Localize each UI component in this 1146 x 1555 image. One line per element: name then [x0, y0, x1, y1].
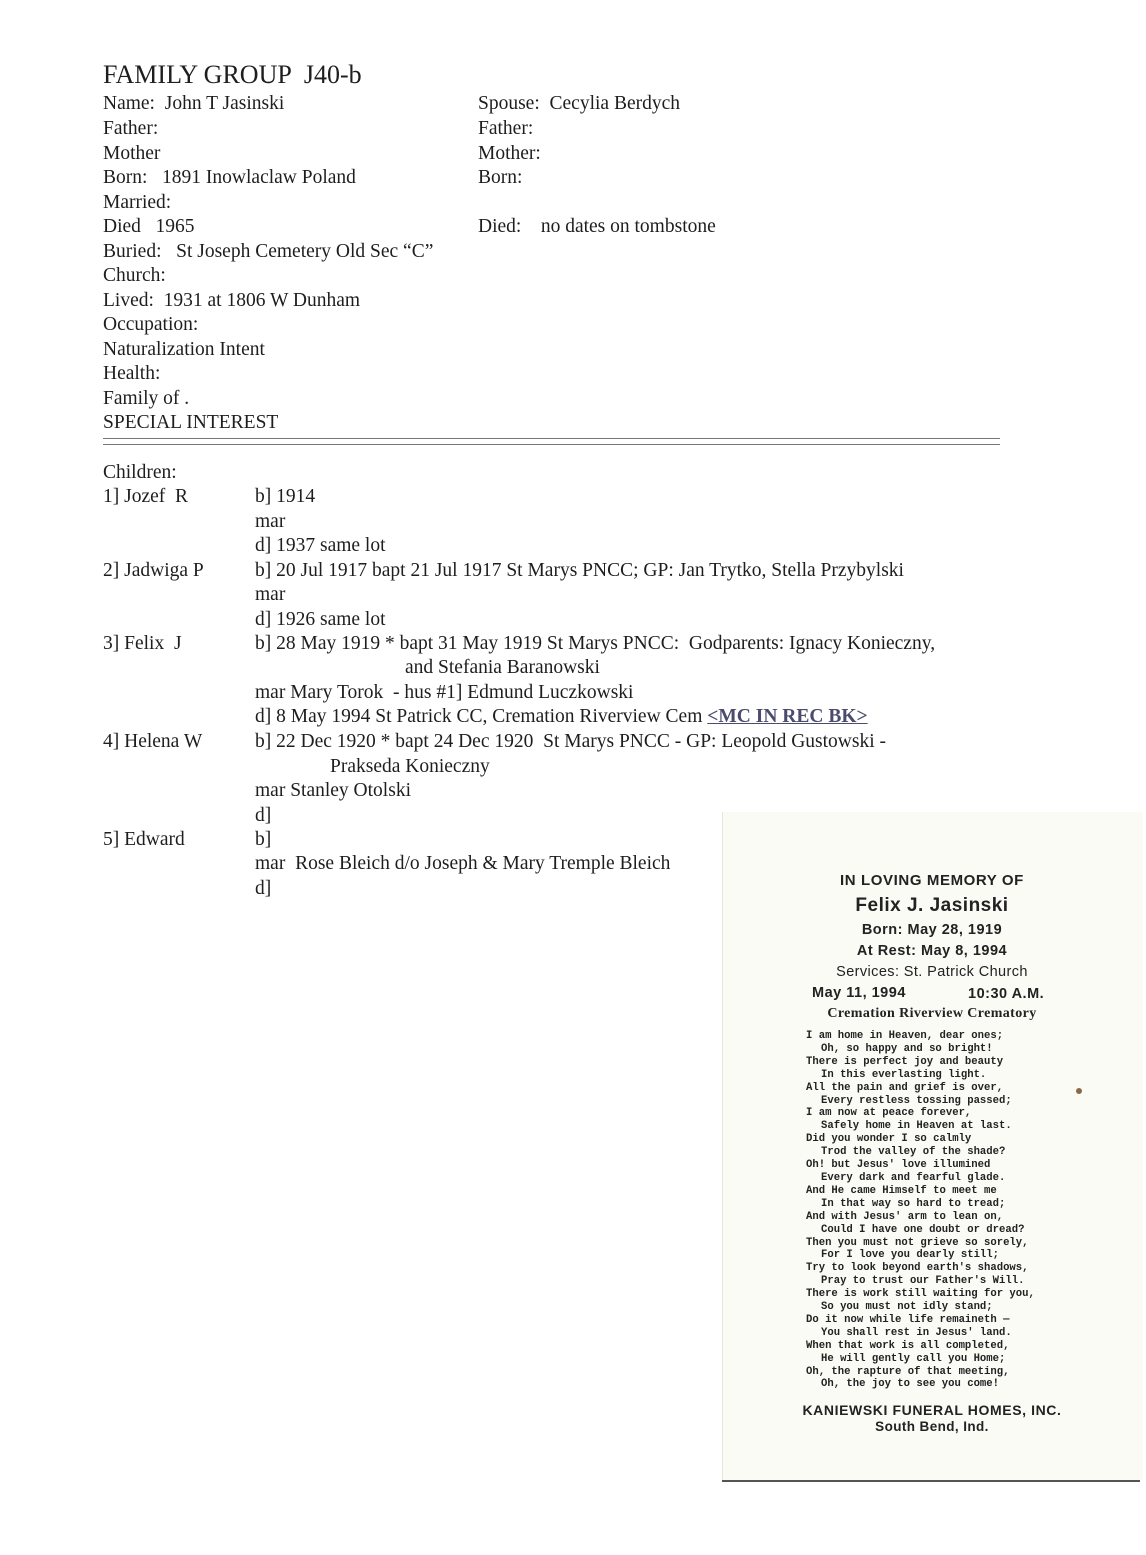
- record-book-link[interactable]: <MC IN REC BK>: [707, 706, 868, 727]
- poem-line: In that way so hard to tread;: [821, 1197, 1006, 1210]
- poem-line: You shall rest in Jesus' land.: [821, 1326, 1012, 1339]
- memorial-poem: [806, 1030, 1068, 1391]
- poem-line: All the pain and grief is over,: [806, 1081, 1004, 1094]
- poem-line: Trod the valley of the shade?: [821, 1146, 1006, 1159]
- child-name: 2] Jadwiga P: [103, 560, 204, 581]
- child-died: d] 1937 same lot: [255, 535, 386, 556]
- double-rule-divider: [103, 438, 1000, 445]
- field-name: Name: John T Jasinski: [103, 93, 285, 114]
- card-at-rest: At Rest: May 8, 1994: [856, 943, 1008, 959]
- card-edge: [722, 1480, 1140, 1482]
- child-born-continued: Prakseda Konieczny: [330, 756, 490, 777]
- field-born: Born: 1891 Inowlaclaw Poland: [103, 167, 356, 188]
- poem-line: So you must not idly stand;: [821, 1301, 993, 1314]
- poem-line: There is perfect joy and beauty: [806, 1055, 1004, 1068]
- poem-line: Pray to trust our Father's Will.: [821, 1275, 1025, 1288]
- child-mar: mar Stanley Otolski: [255, 780, 411, 801]
- field-married: Married:: [103, 192, 172, 213]
- poem-line: In this everlasting light.: [821, 1068, 987, 1081]
- poem-line: Then you must not grieve so sorely,: [806, 1236, 1029, 1249]
- children-heading: Children:: [103, 462, 177, 483]
- poem-line: There is work still waiting for you,: [806, 1288, 1035, 1301]
- child-mar: mar: [255, 511, 286, 532]
- poem-line: Oh, the rapture of that meeting,: [806, 1365, 1010, 1378]
- field-spouse: Spouse: Cecylia Berdych: [478, 93, 680, 114]
- child-born-continued: and Stefania Baranowski: [405, 657, 600, 678]
- child-name: 3] Felix J: [103, 633, 182, 654]
- child-name: 4] Helena W: [103, 731, 203, 752]
- field-spouse-died: Died: no dates on tombstone: [478, 216, 716, 237]
- field-spouse-father: Father:: [478, 118, 534, 139]
- card-born: Born: May 28, 1919: [861, 922, 1003, 938]
- poem-line: Safely home in Heaven at last.: [821, 1120, 1012, 1133]
- poem-line: Do it now while life remaineth —: [806, 1313, 1010, 1326]
- field-occupation: Occupation:: [103, 314, 199, 335]
- poem-line: He will gently call you Home;: [821, 1352, 1006, 1365]
- poem-line: Oh, the joy to see you come!: [821, 1378, 1000, 1391]
- child-died: d] 8 May 1994 St Patrick CC, Cremation Riverview Cem: [255, 706, 708, 727]
- poem-line: And He came Himself to meet me: [806, 1184, 997, 1197]
- page-title: FAMILY GROUP J40-b: [103, 60, 362, 89]
- field-died: Died 1965: [103, 216, 195, 237]
- card-service-date: May 11, 1994: [812, 985, 906, 1001]
- poem-line: When that work is all completed,: [806, 1339, 1010, 1352]
- field-buried: Buried: St Joseph Cemetery Old Sec “C”: [103, 241, 434, 262]
- poem-line: Did you wonder I so calmly: [806, 1133, 972, 1146]
- poem-line: Every restless tossing passed;: [821, 1094, 1012, 1107]
- poem-line: Could I have one doubt or dread?: [821, 1223, 1025, 1236]
- child-born: b] 28 May 1919 * bapt 31 May 1919 St Marys PNCC: Godparents: Ignacy Konieczny,: [255, 633, 936, 654]
- field-naturalization: Naturalization Intent: [103, 339, 265, 360]
- child-born: b] 1914: [255, 486, 316, 507]
- card-heading: IN LOVING MEMORY OF: [840, 872, 1024, 889]
- child-died: d] 1926 same lot: [255, 609, 386, 630]
- poem-line: I am now at peace forever,: [806, 1107, 972, 1120]
- child-name: 1] Jozef R: [103, 486, 189, 507]
- paper-stain: [1076, 1088, 1082, 1094]
- card-deceased-name: Felix J. Jasinski: [855, 895, 1009, 916]
- field-mother: Mother: [103, 143, 161, 164]
- field-family-of: Family of .: [103, 388, 190, 409]
- child-mar: mar Rose Bleich d/o Joseph & Mary Tremple Bleich: [255, 853, 671, 874]
- poem-line: Every dark and fearful glade.: [821, 1171, 1006, 1184]
- child-died: d]: [255, 878, 272, 899]
- card-funeral-home: KANIEWSKI FUNERAL HOMES, INC.: [802, 1402, 1062, 1418]
- poem-line: I am home in Heaven, dear ones;: [806, 1030, 1004, 1042]
- child-name: 5] Edward: [103, 829, 185, 850]
- child-died-line: [255, 705, 868, 729]
- poem-line: Oh, so happy and so bright!: [821, 1042, 993, 1055]
- field-father: Father:: [103, 118, 159, 139]
- card-services: Services: St. Patrick Church: [836, 964, 1028, 980]
- field-special-interest: SPECIAL INTEREST: [103, 412, 279, 433]
- field-spouse-born: Born:: [478, 167, 523, 188]
- child-born: b]: [255, 829, 272, 850]
- field-spouse-mother: Mother:: [478, 143, 541, 164]
- poem-line: And with Jesus' arm to lean on,: [806, 1210, 1004, 1223]
- card-city: South Bend, Ind.: [875, 1419, 989, 1434]
- field-church: Church:: [103, 265, 166, 286]
- field-health: Health:: [103, 363, 161, 384]
- child-born: b] 20 Jul 1917 bapt 21 Jul 1917 St Marys PNCC; GP: Jan Trytko, Stella Przybylski: [255, 560, 904, 581]
- field-lived: Lived: 1931 at 1806 W Dunham: [103, 290, 361, 311]
- poem-line: For I love you dearly still;: [821, 1249, 1000, 1262]
- child-died: d]: [255, 805, 272, 826]
- child-mar: mar: [255, 584, 286, 605]
- poem-line: Oh! but Jesus' love illumined: [806, 1159, 991, 1172]
- card-service-time: 10:30 A.M.: [968, 986, 1045, 1002]
- poem-line: Try to look beyond earth's shadows,: [806, 1262, 1029, 1275]
- child-born: b] 22 Dec 1920 * bapt 24 Dec 1920 St Marys PNCC - GP: Leopold Gustowski -: [255, 731, 886, 752]
- child-mar: mar Mary Torok - hus #1] Edmund Luczkowski: [255, 682, 634, 703]
- card-cremation: Cremation Riverview Crematory: [827, 1006, 1037, 1021]
